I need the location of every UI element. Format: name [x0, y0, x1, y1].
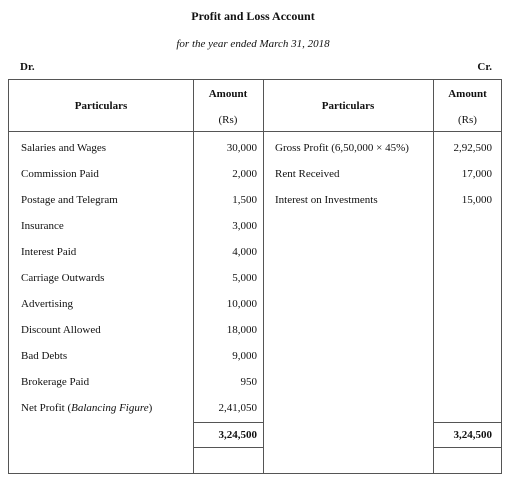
- net-profit-label: Net Profit (: [21, 402, 72, 414]
- debit-row-amount: 18,000: [226, 324, 257, 336]
- debit-amount-unit: (Rs): [218, 114, 238, 126]
- debit-row-label: Brokerage Paid: [21, 376, 90, 388]
- debit-total-top-line: [193, 422, 263, 423]
- header-divider: [9, 131, 501, 132]
- debit-row-amount: 4,000: [232, 246, 257, 258]
- balancing-figure-note: Balancing Figure: [71, 402, 149, 414]
- debit-particulars-header: Particulars: [74, 100, 128, 112]
- debit-row-amount: 9,000: [232, 350, 257, 362]
- debit-row-amount: 30,000: [226, 142, 257, 154]
- credit-row-amount: 15,000: [461, 194, 492, 206]
- debit-row-label: Carriage Outwards: [21, 272, 105, 284]
- credit-particulars-header: Particulars: [321, 100, 375, 112]
- credit-amount-header: Amount: [448, 88, 487, 100]
- debit-row-amount: 2,41,050: [218, 402, 257, 414]
- debit-row-amount: 3,000: [232, 220, 257, 232]
- credit-row-label: Interest on Investments: [275, 194, 378, 206]
- credit-row-amount: 17,000: [461, 168, 492, 180]
- credit-row-amount: 2,92,500: [453, 142, 492, 154]
- debit-row-amount: 1,500: [232, 194, 257, 206]
- net-profit-label-end: ): [148, 402, 153, 414]
- debit-row-amount: 10,000: [226, 298, 257, 310]
- column-divider: [433, 80, 434, 473]
- column-divider: [263, 80, 264, 473]
- debit-row-label: Salaries and Wages: [21, 142, 107, 154]
- credit-total-top-line: [433, 422, 502, 423]
- ledger-table: [8, 79, 502, 474]
- debit-row-label: Postage and Telegram: [21, 194, 118, 206]
- debit-total-bottom-line: [193, 447, 263, 448]
- debit-row-label: Insurance: [21, 220, 64, 232]
- credit-side-label: Cr.: [477, 61, 492, 73]
- debit-row-label: [21, 401, 152, 415]
- credit-amount-unit: (Rs): [458, 114, 477, 126]
- debit-row-label: Advertising: [21, 298, 73, 310]
- debit-total: 3,24,500: [218, 429, 257, 441]
- debit-row-amount: 950: [240, 376, 257, 388]
- credit-total: 3,24,500: [453, 429, 492, 441]
- debit-row-amount: 5,000: [232, 272, 257, 284]
- credit-total-bottom-line: [433, 447, 502, 448]
- statement-title: Profit and Loss Account: [191, 9, 315, 23]
- debit-row-label: Bad Debts: [21, 350, 68, 362]
- debit-row-label: Discount Allowed: [21, 324, 101, 336]
- debit-row-label: Interest Paid: [21, 246, 77, 258]
- statement-period: for the year ended March 31, 2018: [176, 38, 330, 50]
- debit-row-label: Commission Paid: [21, 168, 99, 180]
- debit-amount-header: Amount: [208, 88, 248, 100]
- credit-row-label: Rent Received: [275, 168, 340, 180]
- debit-row-amount: 2,000: [232, 168, 257, 180]
- debit-side-label: Dr.: [20, 61, 35, 73]
- credit-row-label: Gross Profit (6,50,000 × 45%): [275, 142, 409, 154]
